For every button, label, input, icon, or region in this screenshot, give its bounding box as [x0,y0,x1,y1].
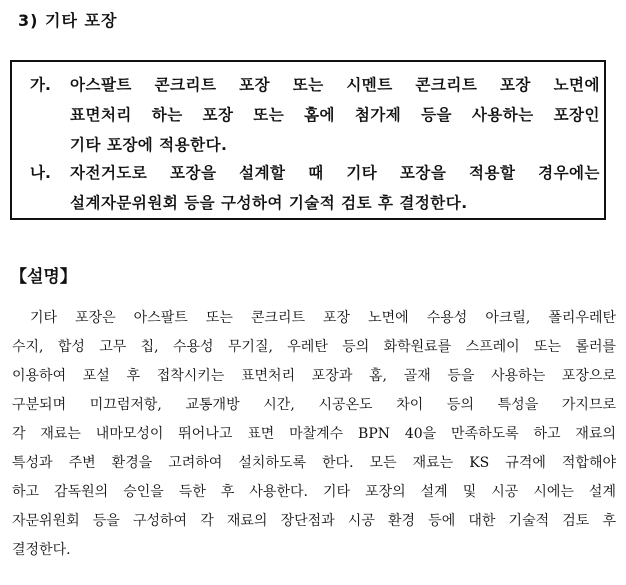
item-line: 자전거도로 포장을 설계할 때 기타 포장을 적용할 경우에는 [70,164,600,182]
paragraph-line: 수지, 합성 고무 칩, 수용성 무기질, 우레탄 등의 화학원료를 스프레이 또는 롤러를 [12,339,616,355]
paragraph-line: 자문위원회 등을 구성하여 각 재료의 장단점과 시공 환경 등에 대한 기술적 검토 후 [12,513,616,529]
paragraph-line: 기타 포장은 아스팔트 또는 콘크리트 포장 노면에 수용성 아크릴, 폴리우레탄 [30,310,616,326]
paragraph-line: 각 재료는 내마모성이 뛰어나고 표면 마찰계수 BPN 40을 만족하도록 하고 재료의 [12,426,616,442]
item-marker: 가. [30,76,51,94]
explanation-title: 【설명】 [10,267,77,287]
item-line: 아스팔트 콘크리트 포장 또는 시멘트 콘크리트 포장 노면에 [70,76,600,94]
item-line: 기타 포장에 적용한다. [70,136,228,154]
section-heading: 3) 기타 포장 [18,11,118,30]
paragraph-line: 하고 감독원의 승인을 득한 후 사용한다. 기타 포장의 설계 및 시공 시에는 설계 [12,484,616,500]
paragraph-line: 이용하여 포설 후 접착시키는 표면처리 포장과 홈, 골재 등을 사용하는 포장으로 [12,368,616,384]
paragraph-line: 결정한다. [12,542,71,558]
item-marker: 나. [30,164,51,182]
provision-item-na [30,158,600,218]
provision-box [10,60,606,220]
explanation-paragraph [12,304,616,565]
item-line: 설계자문위원회 등을 구성하여 기술적 검토 후 결정한다. [70,194,468,212]
item-line: 표면처리 하는 포장 또는 홈에 첨가제 등을 사용하는 포장인 [70,106,600,124]
paragraph-line: 구분되며 미끄럼저항, 교통개방 시간, 시공온도 차이 등의 특성을 가지므로 [12,397,616,413]
paragraph-line: 특성과 주변 환경을 고려하여 설치하도록 한다. 모든 재료는 KS 규격에 적합해야 [12,455,616,471]
provision-item-ga [30,70,600,160]
